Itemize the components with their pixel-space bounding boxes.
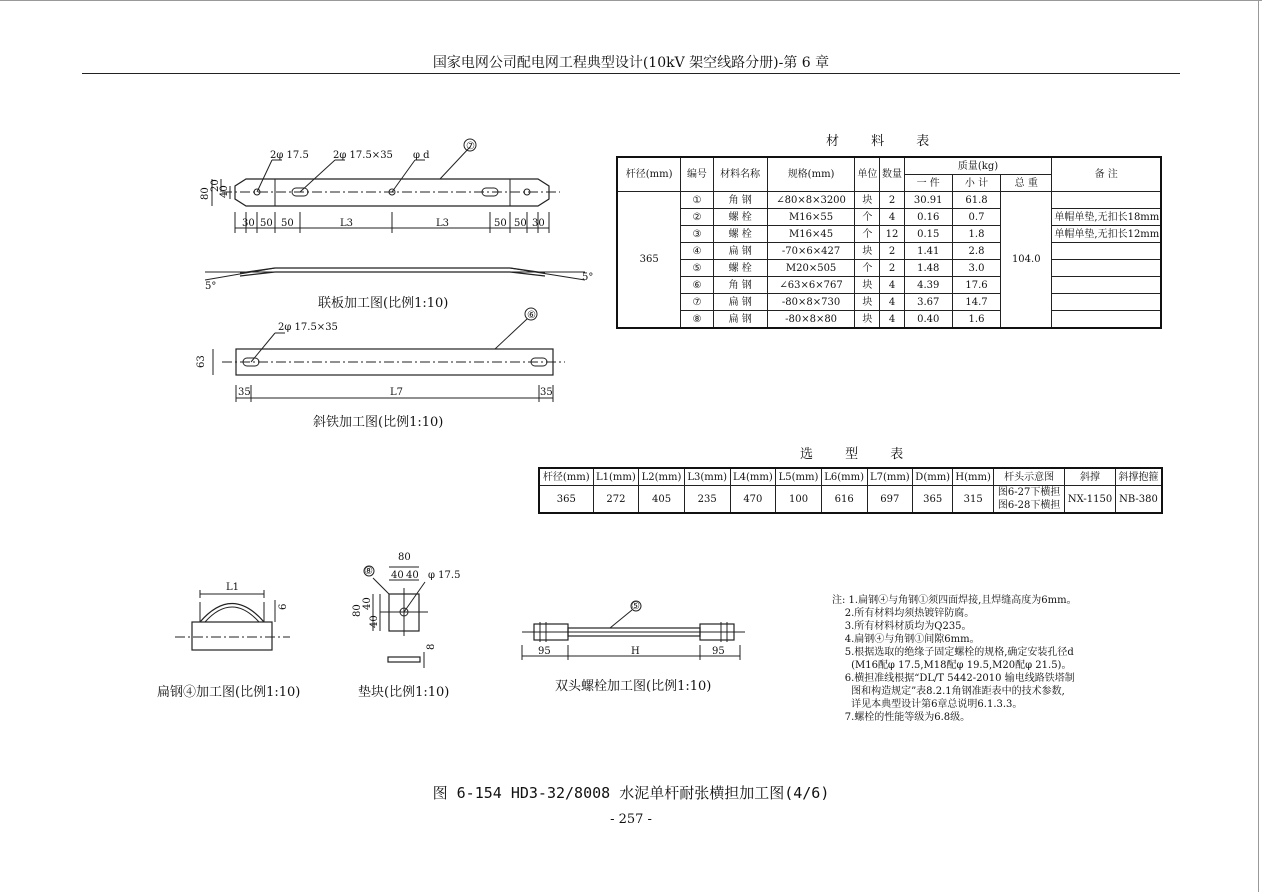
cell-no: ② (681, 209, 713, 226)
selection-value-cell: 100 (776, 486, 822, 514)
cell-sub: 1.8 (952, 226, 1000, 243)
cell-qty: 4 (880, 209, 904, 226)
selection-header-cell: H(mm) (953, 468, 994, 486)
cell-each: 30.91 (904, 192, 952, 209)
selection-header-cell: 杆径(mm) (539, 468, 593, 486)
cell-spec: M20×505 (767, 260, 855, 277)
cell-unit: 块 (855, 294, 880, 311)
selection-header-cell: L4(mm) (730, 468, 776, 486)
selection-value-cell: 405 (639, 486, 685, 514)
cell-each: 0.16 (904, 209, 952, 226)
material-table-title: 材 料 表 (826, 134, 944, 149)
th-remark: 备 注 (1052, 157, 1161, 192)
cell-name: 扁 钢 (713, 311, 767, 329)
note-line: 5.根据选取的绝缘子固定螺栓的规格,确定安装孔径d (832, 647, 1074, 658)
pad-dim: 40 (391, 570, 404, 581)
cell-each: 0.40 (904, 311, 952, 329)
selection-table-title: 选 型 表 (800, 447, 918, 462)
cell-qty: 12 (880, 226, 904, 243)
cell-unit: 块 (855, 243, 880, 260)
bi-label-part: ⑥ (527, 310, 536, 321)
note-line: 7.螺栓的性能等级为6.8级。 (832, 712, 971, 723)
cell-sub: 3.0 (952, 260, 1000, 277)
cell-no: ⑥ (681, 277, 713, 294)
selection-value-cell: 315 (953, 486, 994, 514)
cell-name: 角 钢 (713, 277, 767, 294)
bi-dim-l7: L7 (390, 387, 404, 398)
cell-name: 螺 栓 (713, 209, 767, 226)
note-line: 图和构造规定”表8.2.1角钢准距表中的技术参数, (832, 686, 1065, 697)
selection-header-cell: L6(mm) (821, 468, 867, 486)
selection-header-cell: L2(mm) (639, 468, 685, 486)
cell-pole: 365 (617, 192, 681, 329)
sb-part: ⑤ (631, 601, 640, 612)
selection-value-cell: 470 (730, 486, 776, 514)
cell-no: ⑧ (681, 311, 713, 329)
lp-angle: 5° (205, 281, 217, 292)
th-name: 材料名称 (713, 157, 767, 192)
cell-name: 角 钢 (713, 192, 767, 209)
selection-value-cell: 272 (593, 486, 639, 514)
cell-sub: 1.6 (952, 311, 1000, 329)
cell-total: 104.0 (1001, 192, 1052, 329)
cell-unit: 块 (855, 192, 880, 209)
selection-value-cell: 616 (821, 486, 867, 514)
cell-name: 螺 栓 (713, 260, 767, 277)
lp-dim: 50 (514, 218, 527, 229)
lp-dim-20: 20 (210, 179, 221, 192)
pad-dim: 40 (406, 570, 419, 581)
cell-no: ④ (681, 243, 713, 260)
pad-part: ⑧ (364, 566, 373, 577)
sb-dim: 95 (538, 646, 551, 657)
brace-iron-drawing (213, 308, 565, 402)
th-total: 总 重 (1001, 175, 1052, 192)
cell-unit: 个 (855, 226, 880, 243)
cell-spec: M16×45 (767, 226, 855, 243)
cell-unit: 个 (855, 209, 880, 226)
link-plate-side-view (205, 268, 585, 280)
lp-label-part: ⑦ (466, 141, 475, 152)
note-line: (M16配φ 17.5,M18配φ 19.5,M20配φ 21.5)。 (832, 660, 1072, 671)
cell-spec: M16×55 (767, 209, 855, 226)
cell-qty: 2 (880, 260, 904, 277)
bi-dim: 35 (540, 387, 553, 398)
selection-header-cell: L1(mm) (593, 468, 639, 486)
cell-no: ③ (681, 226, 713, 243)
note-line: 注: 1.扁钢④与角钢①须四面焊接,且焊缝高度为6mm。 (832, 595, 1077, 606)
lp-dim: 30 (532, 218, 545, 229)
fs-dim-6: 6 (278, 603, 289, 610)
page-header: 国家电网公司配电网工程典型设计(10kV 架空线路分册)-第 6 章 (432, 55, 830, 71)
cell-spec: -80×8×730 (767, 294, 855, 311)
sb-dim: 95 (712, 646, 725, 657)
note-line: 3.所有材料材质均为Q235。 (832, 621, 972, 632)
lp-label-slot: 2φ 17.5×35 (333, 150, 393, 161)
selection-value-cell: 697 (867, 486, 913, 514)
flat-steel-caption: 扁钢④加工图(比例1:10) (157, 685, 301, 700)
selection-value-cell: 图6-27下横担 图6-28下横担 (994, 486, 1065, 514)
note-line: 6.横担准线根据“DL/T 5442-2010 输电线路铁塔制 (832, 673, 1075, 684)
pad-dim: 40 (369, 615, 380, 628)
cell-spec: ∠63×6×767 (767, 277, 855, 294)
bi-label-slot: 2φ 17.5×35 (278, 322, 338, 333)
lp-dim: 50 (281, 218, 294, 229)
selection-header-cell: L5(mm) (776, 468, 822, 486)
lp-dim: L3 (436, 218, 450, 229)
cell-each: 3.67 (904, 294, 952, 311)
bi-dim-63: 63 (196, 355, 207, 368)
cell-no: ⑤ (681, 260, 713, 277)
cell-remark: 单帽单垫,无扣长12mm (1052, 226, 1161, 243)
selection-header-cell: 斜撑抱箍 (1115, 468, 1162, 486)
cell-no: ⑦ (681, 294, 713, 311)
cell-remark: 单帽单垫,无扣长18mm (1052, 209, 1161, 226)
cell-each: 1.48 (904, 260, 952, 277)
cell-spec: -80×8×80 (767, 311, 855, 329)
cell-unit: 个 (855, 260, 880, 277)
selection-header-cell: 斜撑 (1065, 468, 1116, 486)
th-each: 一 件 (904, 175, 952, 192)
selection-value-cell: NX-1150 (1065, 486, 1116, 514)
bi-dim: 35 (238, 387, 251, 398)
cell-sub: 0.7 (952, 209, 1000, 226)
cell-unit: 块 (855, 311, 880, 329)
pad-dim-8: 8 (426, 643, 437, 650)
lp-angle: 5° (582, 272, 594, 283)
cell-qty: 2 (880, 192, 904, 209)
flat-steel-drawing (175, 590, 290, 650)
selection-value-cell: 365 (539, 486, 593, 514)
th-unit: 单位 (855, 157, 880, 192)
figure-title: 图 6-154 HD3-32/8008 水泥单杆耐张横担加工图(4/6) (432, 784, 830, 802)
th-no: 编号 (681, 157, 713, 192)
cell-no: ① (681, 192, 713, 209)
cell-qty: 4 (880, 277, 904, 294)
cell-each: 4.39 (904, 277, 952, 294)
lp-dim: 30 (242, 218, 255, 229)
cell-each: 0.15 (904, 226, 952, 243)
cell-unit: 块 (855, 277, 880, 294)
note-line: 4.扁钢④与角钢①间隙6mm。 (832, 634, 980, 645)
pad-dim: 40 (362, 597, 373, 610)
th-pole: 杆径(mm) (617, 157, 681, 192)
pad-dim-80v: 80 (352, 604, 363, 617)
link-plate-caption: 联板加工图(比例1:10) (318, 296, 449, 311)
lp-dim-80: 80 (200, 187, 211, 200)
selection-header-cell: L3(mm) (684, 468, 730, 486)
th-sub: 小 计 (952, 175, 1000, 192)
selection-value-cell: 235 (684, 486, 730, 514)
cell-sub: 14.7 (952, 294, 1000, 311)
cell-spec: -70×6×427 (767, 243, 855, 260)
th-mass: 质量(kg) (904, 157, 1052, 175)
th-spec: 规格(mm) (767, 157, 855, 192)
cell-spec: ∠80×8×3200 (767, 192, 855, 209)
note-line: 详见本典型设计第6章总说明6.1.3.3。 (832, 699, 1023, 710)
pad-caption: 垫块(比例1:10) (358, 685, 450, 700)
lp-dim-40: 40 (219, 185, 230, 198)
cell-qty: 2 (880, 243, 904, 260)
cell-each: 1.41 (904, 243, 952, 260)
brace-iron-caption: 斜铁加工图(比例1:10) (313, 415, 444, 430)
pad-dim-80: 80 (398, 552, 411, 563)
cell-name: 扁 钢 (713, 243, 767, 260)
selection-header-cell: D(mm) (913, 468, 953, 486)
lp-dim: L3 (340, 218, 354, 229)
th-qty: 数量 (880, 157, 904, 192)
stud-bolt-caption: 双头螺栓加工图(比例1:10) (555, 679, 712, 694)
cell-sub: 61.8 (952, 192, 1000, 209)
cell-qty: 4 (880, 294, 904, 311)
lp-label-d: φ d (413, 150, 430, 161)
cell-qty: 4 (880, 311, 904, 329)
cell-name: 螺 栓 (713, 226, 767, 243)
selection-header-cell: 杆头示意图 (994, 468, 1065, 486)
pad-hole: φ 17.5 (428, 570, 461, 581)
lp-dim: 50 (260, 218, 273, 229)
cell-name: 扁 钢 (713, 294, 767, 311)
selection-value-cell: 365 (913, 486, 953, 514)
note-line: 2.所有材料均须热镀锌防腐。 (832, 608, 975, 619)
lp-dim: 50 (494, 218, 507, 229)
fs-dim-l1: L1 (226, 582, 240, 593)
cell-sub: 17.6 (952, 277, 1000, 294)
selection-value-cell: NB-380 (1115, 486, 1162, 514)
lp-label-hole: 2φ 17.5 (270, 150, 309, 161)
selection-header-cell: L7(mm) (867, 468, 913, 486)
page-number: - 257 - (610, 812, 652, 827)
sb-dim-h: H (631, 646, 640, 657)
cell-sub: 2.8 (952, 243, 1000, 260)
